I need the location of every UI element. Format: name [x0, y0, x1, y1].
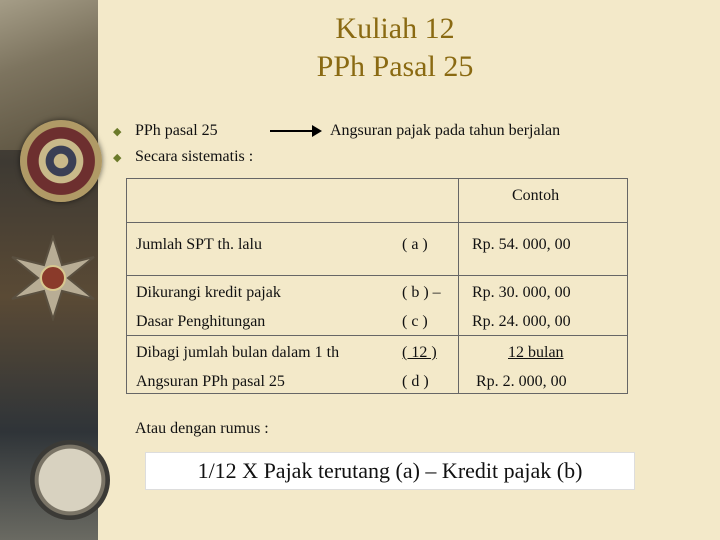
row-value: Rp. 54. 000, 00 — [472, 236, 571, 253]
diamond-bullet-icon: ◆ — [113, 152, 122, 164]
row-value: 12 bulan — [508, 344, 564, 361]
arrow-right-icon — [270, 130, 320, 132]
maltese-cross-medal-image — [10, 235, 96, 321]
row-value: Rp. 2. 000, 00 — [476, 373, 567, 390]
slide-title — [250, 10, 540, 86]
row-code: ( d ) — [402, 373, 429, 390]
row-label: Jumlah SPT th. lalu — [136, 236, 262, 253]
formula-intro: Atau dengan rumus : — [135, 420, 269, 437]
compass-image — [30, 440, 110, 520]
title-line-1: Kuliah 12 — [335, 12, 455, 45]
row-label: Dibagi jumlah bulan dalam 1 th — [136, 344, 340, 361]
row-label: Dasar Penghitungan — [136, 313, 266, 330]
row-value: Rp. 24. 000, 00 — [472, 313, 571, 330]
row-value: Rp. 30. 000, 00 — [472, 284, 571, 301]
row-code: ( b ) – — [402, 284, 441, 301]
formula-box: 1/12 X Pajak terutang (a) – Kredit pajak (b) — [145, 452, 635, 490]
row-code: ( a ) — [402, 236, 428, 253]
title-line-2: PPh Pasal 25 — [316, 50, 474, 83]
rosette-medal-image — [20, 120, 102, 202]
bullet-text: Secara sistematis : — [135, 148, 254, 165]
row-code: ( c ) — [402, 313, 428, 330]
row-label: Dikurangi kredit pajak — [136, 284, 281, 301]
bullet-text: PPh pasal 25 — [135, 122, 218, 139]
bullet-item-pph — [113, 122, 218, 140]
arrow-target-text: Angsuran pajak pada tahun berjalan — [330, 122, 561, 139]
example-table — [126, 178, 628, 394]
row-code: ( 12 ) — [402, 344, 437, 361]
diamond-bullet-icon: ◆ — [113, 126, 122, 138]
row-label: Angsuran PPh pasal 25 — [136, 373, 285, 390]
bullet-item-sistematis — [113, 148, 253, 166]
table-header: Contoh — [512, 187, 560, 204]
